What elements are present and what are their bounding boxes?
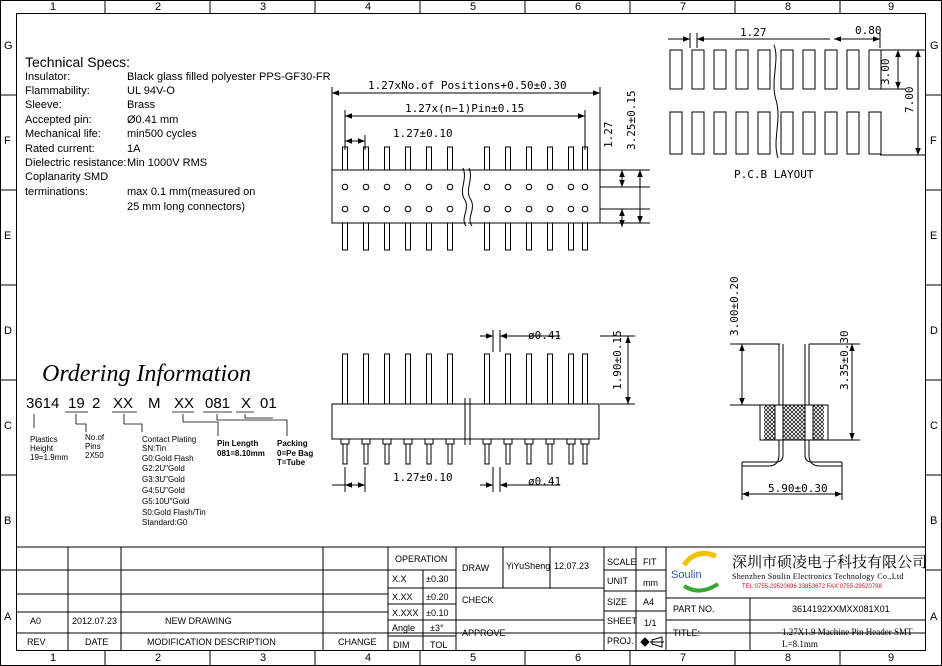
ordering-leaders [34, 412, 287, 436]
draw-date: 12.07.23 [554, 561, 590, 571]
pcb-pad [714, 50, 726, 89]
front-pin-tail [448, 444, 452, 464]
note-pins: 2X50 [85, 451, 104, 460]
dim-pin-diameter-top: ø0.41 [528, 329, 562, 342]
sheet-value: 1/1 [644, 618, 657, 628]
note-plating: Contact Plating [142, 435, 197, 444]
title-line-1: 1.27X1.9 Machine Pin Header SMT [782, 627, 913, 637]
pcb-pad [825, 112, 837, 154]
code-height: 19 [68, 395, 85, 412]
note-packing: Packing [277, 439, 308, 448]
pcb-pad [869, 112, 881, 154]
dim-row-pitch: 1.27 [602, 121, 615, 148]
pin-bottom [527, 223, 532, 250]
desc-value: NEW DRAWING [165, 616, 232, 626]
note-plating: S0:Gold Flash/Tin [142, 508, 206, 517]
company-name-cn: 深圳市硕凌电子科技有限公司 [732, 554, 928, 571]
col-marker: 3 [260, 652, 267, 664]
row-marker: G [930, 40, 939, 52]
spec-value: Brass [127, 99, 156, 111]
pin-shoulder [446, 439, 454, 444]
row-marker: B [930, 515, 938, 527]
note-packing: T=Tube [277, 458, 306, 467]
pcb-pad [781, 112, 793, 154]
pin-hole [582, 206, 588, 212]
pin-shoulder [341, 439, 349, 444]
change-header: CHANGE [338, 637, 377, 647]
spec-value: UL 94V-O [127, 85, 175, 97]
pin-hole [505, 206, 511, 212]
spec-label: Dielectric resistance: [25, 157, 127, 169]
front-pin [485, 354, 490, 404]
pin-shoulder [546, 439, 554, 444]
tol-dim: X.X [392, 574, 407, 584]
proj-label: PROJ. [607, 636, 634, 646]
pin-shoulder [362, 439, 370, 444]
pin-hole [384, 206, 390, 212]
dim-body-width: 3.25±0.15 [625, 90, 638, 150]
pin-hole [526, 206, 532, 212]
front-pin-tail [569, 444, 573, 464]
code-series: 3614 [26, 395, 60, 412]
note-pins: Pins [85, 442, 101, 451]
pin-shoulder [483, 439, 491, 444]
spec-label: Accepted pin: [25, 114, 92, 126]
note-plastics: Plastics [30, 435, 58, 444]
pin-bottom [583, 223, 588, 250]
pin-bottom [427, 223, 432, 250]
code-type: M [148, 395, 161, 412]
front-pin-tail [485, 444, 489, 464]
part-no-label: PART NO. [673, 604, 715, 614]
front-pin [343, 354, 348, 404]
pcb-dim-pitch: 1.27 [740, 26, 767, 39]
front-pin-tail [364, 444, 368, 464]
front-pin [569, 354, 574, 404]
note-plating: G4:5U"Gold [142, 486, 185, 495]
pin-hole [426, 206, 432, 212]
col-marker: 9 [888, 652, 895, 664]
tol-value: ±0.10 [426, 608, 449, 618]
pin-top [448, 147, 453, 170]
sheet-label: SHEET [607, 616, 638, 626]
note-plastics: Height [30, 444, 54, 453]
spec-value: min500 cycles [127, 128, 197, 140]
col-marker: 7 [680, 652, 687, 664]
front-pin-tail [527, 444, 531, 464]
col-marker: 4 [365, 652, 372, 664]
row-marker: A [4, 611, 12, 623]
spec-value: Min 1000V RMS [127, 157, 208, 169]
pin-bottom [485, 223, 490, 250]
pin-hole [447, 206, 453, 212]
projection-symbol-icon [641, 637, 664, 647]
pin-bottom [406, 223, 411, 250]
col-marker: 2 [155, 1, 162, 13]
ordering-title: Ordering Information [42, 361, 252, 387]
pin-top [406, 147, 411, 170]
pin-bottom [343, 223, 348, 250]
pin-hole [342, 184, 348, 190]
pin-hole [405, 184, 411, 190]
note-pin-length: 081=8.10mm [217, 449, 265, 458]
pcb-pad [736, 50, 748, 89]
col-marker: 3 [260, 1, 267, 13]
pin-shoulder [581, 439, 589, 444]
row-marker: D [4, 325, 12, 337]
row-marker: C [4, 420, 12, 432]
front-pin [406, 354, 411, 404]
company-name-en: Shenzhen Soulin Electronics Technology Co.,Ltd [732, 572, 904, 581]
pin-shoulder [404, 439, 412, 444]
pin-bottom [548, 223, 553, 250]
code-plating: XX [174, 395, 195, 412]
company-tel: TEL:0755-29520696 33853672 FAX:0755-29520798 [742, 584, 882, 590]
spec-label: Mechanical life: [25, 128, 101, 140]
front-pin-tail [583, 444, 587, 464]
row-marker: G [4, 40, 13, 52]
scale-label: SCALE [607, 557, 637, 567]
pcb-pad [803, 50, 815, 89]
tol-value: ±0.20 [426, 592, 449, 602]
rev-value: A0 [30, 616, 42, 626]
note-pin-length: Pin Length [217, 439, 259, 448]
code-packing: X [241, 395, 252, 412]
dim-side-top: 3.00±0.20 [728, 276, 741, 336]
pin-top [527, 147, 532, 170]
front-pin [548, 354, 553, 404]
front-pin-tail [506, 444, 510, 464]
pin-top [385, 147, 390, 170]
front-pin-tail [385, 444, 389, 464]
col-marker: 8 [785, 1, 792, 13]
pin-hole [582, 184, 588, 190]
pcb-pad [736, 112, 748, 154]
col-marker: 4 [365, 1, 372, 13]
scale-value: FIT [643, 557, 657, 567]
dim-pin-diameter-bottom: ø0.41 [528, 475, 562, 488]
pin-top [569, 147, 574, 170]
spec-value: max 0.1 mm(measured on [127, 186, 256, 198]
spec-value: Black glass filled polyester PPS-GF30-FR [127, 71, 331, 83]
unit-label: UNIT [607, 576, 628, 586]
date-value: 2012.07.23 [72, 616, 118, 626]
pcb-pad [758, 112, 770, 154]
code-rows: 2 [92, 395, 101, 412]
specs-title: Technical Specs: [25, 54, 131, 70]
pin-hole [384, 184, 390, 190]
pin-top [485, 147, 490, 170]
tol-dim: X.XXX [392, 608, 419, 618]
pcb-caption: P.C.B LAYOUT [734, 168, 814, 181]
spec-label: Insulator: [25, 71, 71, 83]
front-pin-tail [406, 444, 410, 464]
front-view [332, 330, 635, 492]
col-marker: 9 [888, 1, 895, 13]
pin-hole [568, 206, 574, 212]
title-line-2: L=8.1mm [782, 639, 818, 649]
pcb-pad [670, 112, 682, 154]
pin-bottom [364, 223, 369, 250]
dim-pitch-front: 1.27±0.10 [393, 471, 453, 484]
draw-label: DRAW [462, 563, 490, 573]
pin-hole [547, 206, 553, 212]
row-marker: D [930, 325, 938, 337]
spec-value: Ø0.41 mm [127, 114, 179, 126]
row-marker: E [4, 230, 12, 242]
pin-shoulder [567, 439, 575, 444]
note-plating: Standard:G0 [142, 518, 188, 527]
pcb-pad [670, 50, 682, 89]
front-pin-tail [427, 444, 431, 464]
row-marker: B [4, 515, 12, 527]
dim-side-width: 5.90±0.30 [768, 482, 828, 495]
pin-hole [363, 206, 369, 212]
pin-top [343, 147, 348, 170]
front-pin [527, 354, 532, 404]
col-marker: 5 [470, 1, 477, 13]
front-pin-tail [343, 444, 347, 464]
code-length: 081 [205, 395, 231, 412]
pin-hole [547, 184, 553, 190]
dim-label: DIM [393, 640, 410, 650]
tol-dim: Angle [392, 623, 416, 633]
rev-header: REV [27, 637, 46, 647]
spec-label: Sleeve: [25, 99, 62, 111]
pin-hole [505, 184, 511, 190]
part-no-value: 3614192XXMXX081X01 [792, 604, 890, 614]
spec-value: 1A [127, 143, 141, 155]
pin-hole [342, 206, 348, 212]
pin-shoulder [525, 439, 533, 444]
front-pin [506, 354, 511, 404]
pin-top [427, 147, 432, 170]
spec-label: terminations: [25, 186, 88, 198]
pcb-pad [803, 112, 815, 154]
pcb-pad [714, 112, 726, 154]
row-marker: C [930, 420, 938, 432]
code-suffix: 01 [260, 395, 277, 412]
size-value: A4 [643, 597, 655, 607]
pcb-pad [758, 50, 770, 89]
pin-hole [484, 184, 490, 190]
col-marker: 8 [785, 652, 792, 664]
unit-value: mm [643, 578, 658, 588]
pin-top [506, 147, 511, 170]
pin-bottom [385, 223, 390, 250]
tol-value: ±0.30 [426, 574, 449, 584]
front-pin [583, 354, 588, 404]
spec-label: Flammability: [25, 85, 90, 97]
pcb-pad [692, 112, 704, 154]
front-pin [448, 354, 453, 404]
code-pins: XX [113, 395, 134, 412]
dim-pitch-top: 1.27±0.10 [393, 127, 453, 140]
approve-label: APPROVE [462, 628, 506, 638]
dim-pin-span: 1.27x(n−1)Pin±0.15 [405, 102, 525, 115]
pin-hole [526, 184, 532, 190]
tol-dim: X.XX [392, 592, 413, 602]
col-marker: 6 [575, 1, 582, 13]
note-plating: G0:Gold Flash [142, 454, 194, 463]
pin-shoulder [504, 439, 512, 444]
pcb-dim-total: 7.00 [903, 86, 916, 113]
pin-top [548, 147, 553, 170]
pcb-pad [692, 50, 704, 89]
pin-top [583, 147, 588, 170]
size-label: SIZE [607, 597, 628, 607]
front-pin [364, 354, 369, 404]
tol-value: ±3° [430, 623, 444, 633]
spec-continuation: 25 mm long connectors) [127, 201, 245, 213]
date-header: DATE [85, 637, 109, 647]
note-packing: 0=Pe Bag [277, 449, 314, 458]
pin-shoulder [383, 439, 391, 444]
note-plating: G3:3U"Gold [142, 475, 185, 484]
spec-label: Coplanarity SMD [25, 171, 109, 183]
front-pin [385, 354, 390, 404]
pcb-dim-pad-length: 3.00 [879, 58, 892, 85]
dim-pin-height: 1.90±0.15 [611, 330, 624, 390]
pin-shoulder [425, 439, 433, 444]
note-plastics: 19=1.9mm [30, 453, 69, 462]
note-plating: G2:2U"Gold [142, 464, 185, 473]
pin-hole [484, 206, 490, 212]
pin-bottom [506, 223, 511, 250]
tol-label: TOL [430, 640, 448, 650]
pin-hole [568, 184, 574, 190]
pcb-layout [668, 33, 925, 158]
pin-top [364, 147, 369, 170]
pin-bottom [569, 223, 574, 250]
note-pins: No.of [85, 433, 105, 442]
row-marker: F [930, 135, 937, 147]
col-marker: 5 [470, 652, 477, 664]
pin-hole [426, 184, 432, 190]
pin-hole [405, 206, 411, 212]
note-plating: G5:10U"Gold [142, 497, 190, 506]
pin-hole [363, 184, 369, 190]
col-marker: 7 [680, 1, 687, 13]
dim-side-total: 3.35±0.30 [838, 330, 851, 390]
check-label: CHECK [462, 595, 494, 605]
operation-label: OPERATION [395, 554, 448, 564]
col-marker: 2 [155, 652, 162, 664]
row-marker: F [4, 135, 11, 147]
drawer-name: YiYuSheng [506, 561, 551, 571]
pin-hole [447, 184, 453, 190]
col-marker: 1 [50, 1, 57, 13]
pcb-pad [825, 50, 837, 89]
dim-total-length: 1.27xNo.of Positions+0.50±0.30 [368, 79, 567, 92]
front-pin-tail [548, 444, 552, 464]
pin-bottom [448, 223, 453, 250]
pcb-dim-pad: 0.80 [855, 24, 882, 37]
row-marker: E [930, 230, 938, 242]
company-logo: Soulin [671, 569, 702, 581]
note-plating: SN:Tin [142, 444, 167, 453]
spec-label: Rated current: [25, 143, 95, 155]
front-pin [427, 354, 432, 404]
pcb-pad [847, 112, 859, 154]
title-label: TITLE: [673, 628, 701, 638]
row-marker: A [930, 611, 938, 623]
col-marker: 1 [50, 652, 57, 664]
desc-header: MODIFICATION DESCRIPTION [147, 637, 276, 647]
pcb-pad [847, 50, 859, 89]
col-marker: 6 [575, 652, 582, 664]
pcb-pad [781, 50, 793, 89]
